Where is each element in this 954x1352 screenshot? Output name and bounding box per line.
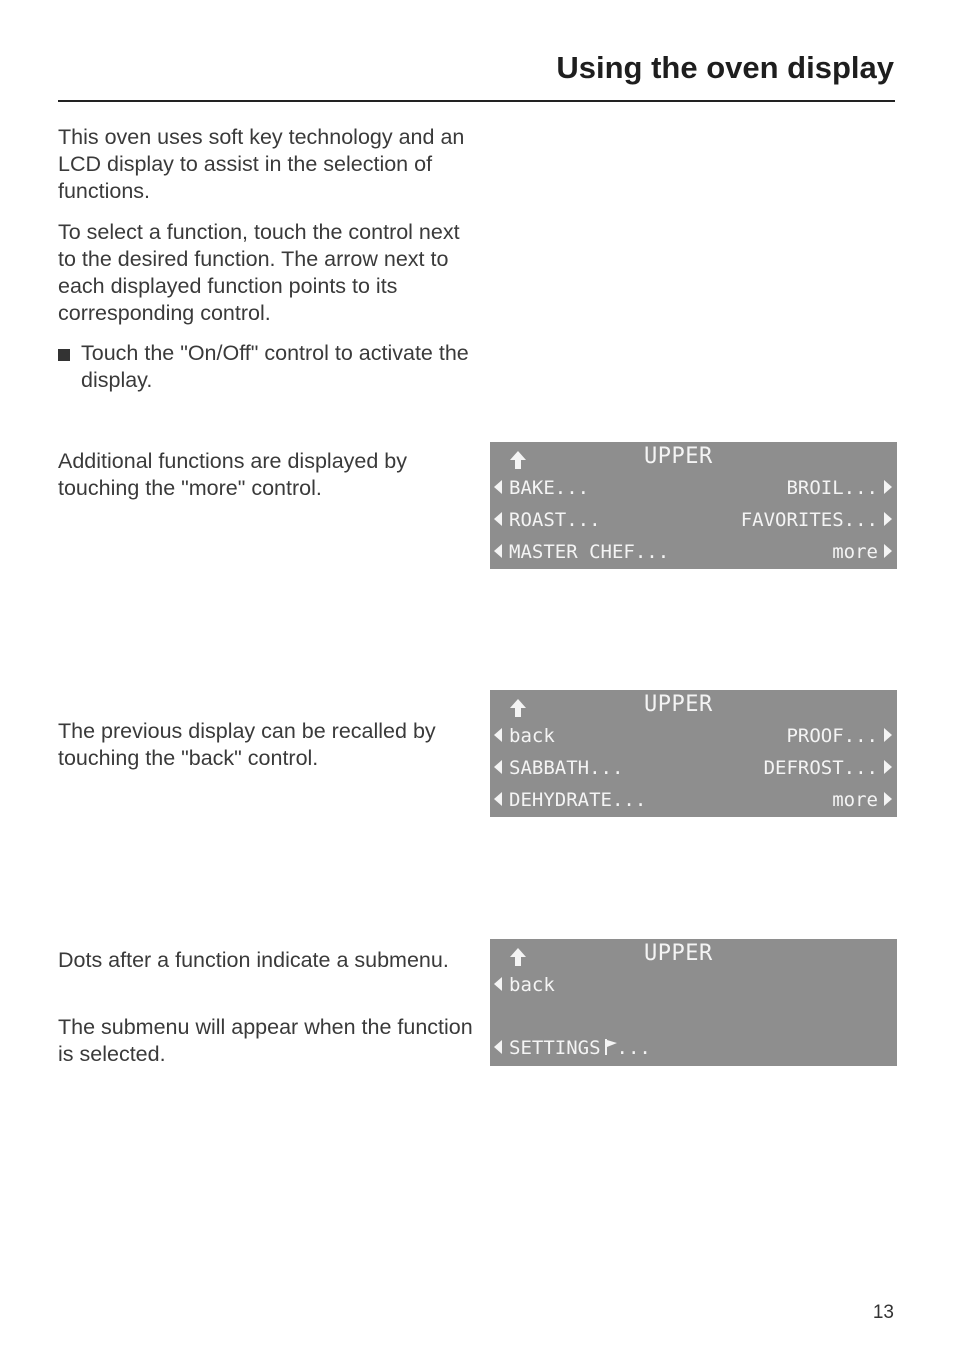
display-header: UPPER xyxy=(644,444,713,469)
soft-key-settings[interactable] xyxy=(494,1037,651,1059)
soft-key-sabbath[interactable] xyxy=(494,757,623,779)
soft-key-favorites[interactable] xyxy=(741,509,892,531)
soft-key-master-chef[interactable] xyxy=(494,541,669,563)
up-arrow-icon xyxy=(510,948,526,966)
function-label: BAKE... xyxy=(509,477,590,499)
oven-display-main-menu xyxy=(490,442,897,569)
more-explanation: Additional functions are displayed by touching the "more" control. xyxy=(58,449,407,500)
soft-key-broil[interactable] xyxy=(786,477,892,499)
function-label: more xyxy=(832,789,878,811)
function-label: DEHYDRATE... xyxy=(509,789,647,811)
display-row xyxy=(490,757,897,785)
flag-icon xyxy=(605,1039,617,1055)
submenu-dots: ... xyxy=(616,1037,651,1059)
display-row xyxy=(490,725,897,753)
bullet-item xyxy=(58,340,478,394)
left-arrow-icon xyxy=(494,977,502,991)
page-title: Using the oven display xyxy=(556,50,894,85)
function-label: SABBATH... xyxy=(509,757,624,779)
soft-key-back[interactable] xyxy=(494,725,555,747)
function-label: FAVORITES... xyxy=(740,509,878,531)
display-row xyxy=(490,477,897,505)
left-arrow-icon xyxy=(494,512,502,526)
right-arrow-icon xyxy=(884,760,892,774)
function-label: MASTER CHEF... xyxy=(509,541,670,563)
function-label: back xyxy=(509,974,555,996)
bullet-text: Touch the "On/Off" control to activate the display. xyxy=(81,341,469,392)
title-rule xyxy=(58,100,895,102)
display-row xyxy=(490,1037,897,1065)
function-label: PROOF... xyxy=(786,725,878,747)
left-arrow-icon xyxy=(494,544,502,558)
function-label: more xyxy=(832,541,878,563)
up-arrow-icon xyxy=(510,451,526,469)
soft-key-dehydrate[interactable] xyxy=(494,789,646,811)
display-header: UPPER xyxy=(644,692,713,717)
function-label: ROAST... xyxy=(509,509,601,531)
soft-key-bake[interactable] xyxy=(494,477,589,499)
display-row xyxy=(490,974,897,1002)
submenu-explanation-1: Dots after a function indicate a submenu. xyxy=(58,948,449,972)
function-label: DEFROST... xyxy=(763,757,878,779)
left-arrow-icon xyxy=(494,728,502,742)
soft-key-proof[interactable] xyxy=(786,725,892,747)
right-arrow-icon xyxy=(884,544,892,558)
intro-paragraph-1: This oven uses soft key technology and an LCD display to assist in the selection of functions. xyxy=(58,125,465,203)
bullet-square-icon xyxy=(58,349,70,361)
right-arrow-icon xyxy=(884,792,892,806)
soft-key-roast[interactable] xyxy=(494,509,601,531)
left-arrow-icon xyxy=(494,760,502,774)
soft-key-more[interactable] xyxy=(832,541,892,563)
oven-display-more-menu xyxy=(490,690,897,817)
left-arrow-icon xyxy=(494,792,502,806)
right-arrow-icon xyxy=(884,512,892,526)
oven-display-submenu xyxy=(490,939,897,1066)
right-arrow-icon xyxy=(884,728,892,742)
soft-key-more[interactable] xyxy=(832,789,892,811)
up-arrow-icon xyxy=(510,699,526,717)
display-row xyxy=(490,509,897,537)
intro-paragraph-2: To select a function, touch the control next to the desired function. The arrow next to each displayed function points to its corresponding control. xyxy=(58,220,460,325)
right-arrow-icon xyxy=(884,480,892,494)
left-arrow-icon xyxy=(494,480,502,494)
display-header: UPPER xyxy=(644,941,713,966)
display-row xyxy=(490,789,897,817)
function-label: SETTINGS xyxy=(509,1037,601,1059)
submenu-explanation-2: The submenu will appear when the function is selected. xyxy=(58,1015,473,1066)
soft-key-back[interactable] xyxy=(494,974,555,996)
display-row xyxy=(490,541,897,569)
left-arrow-icon xyxy=(494,1040,502,1054)
back-explanation: The previous display can be recalled by touching the "back" control. xyxy=(58,719,436,770)
function-label: back xyxy=(509,725,555,747)
function-label: BROIL... xyxy=(786,477,878,499)
soft-key-defrost[interactable] xyxy=(764,757,892,779)
page-number: 13 xyxy=(872,1302,894,1323)
